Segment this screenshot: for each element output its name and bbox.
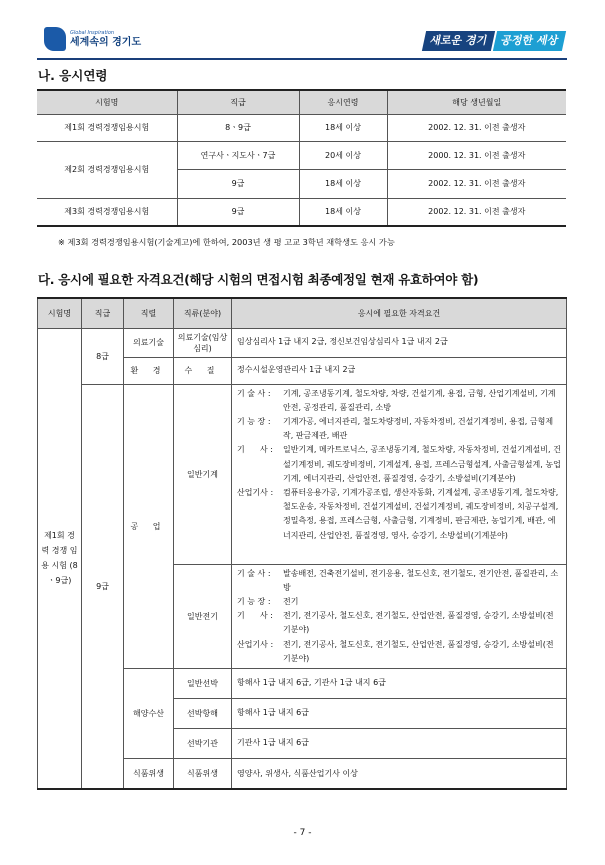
- header-divider: [37, 58, 567, 60]
- list-item: 기 사 : 일반기계, 메카트로닉스, 공조냉동기계, 철도차량, 자동차정비, 건설기계설비, 건설기계정비, 궤도장비정비, 기계설계, 용접, 프레스금형설계, 사출금형설계, 농업기계, 에너지관리, 산업안전, 품질경영, 승강기, 소방설비(기계분야): [237, 445, 561, 483]
- slogan-part-2: 공정한 세상: [493, 31, 566, 51]
- age-cell: 18세 이상: [299, 169, 387, 198]
- exam-cell: 제2회 경력경쟁임용시험: [37, 141, 177, 198]
- field-cell: 수 질: [174, 357, 232, 384]
- page-header: [0, 0, 605, 58]
- column-header: 직급: [82, 298, 124, 328]
- list-item: 산업기사 : 컴퓨터응용가공, 기계가공조립, 생산자동화, 기계설계, 공조냉동기계, 철도차량, 철도운송, 자동차정비, 건설기계설비, 건설기계정비, 궤도장비정비, 치공구설계, 정밀측정, 용접, 프레스금형, 사출금형, 기계정비, 판금제관, 농업기계, 배관, 에너지관리, 산업안전, 품질경영, 영사, 승강기, 소방설비(기계분야): [237, 487, 559, 540]
- age-cell: 18세 이상: [299, 114, 387, 141]
- slogan-banner: [424, 31, 564, 51]
- grade-cell: 8급: [82, 328, 124, 384]
- column-header: 직급: [177, 90, 299, 114]
- logo-tagline: Global Inspiration: [70, 29, 115, 36]
- field-cell: 일반기계: [174, 384, 232, 564]
- gyeonggi-logo-icon: [44, 27, 66, 51]
- field-cell: 의료기술(임상심리): [174, 328, 232, 357]
- slogan-part-1: 새로운 경기: [422, 31, 495, 51]
- requirement-cell: [232, 384, 567, 564]
- series-cell: 환 경: [124, 357, 174, 384]
- age-cell: 20세 이상: [299, 141, 387, 169]
- exam-cell: 제1회 경력경쟁임용시험: [37, 114, 177, 141]
- column-header: 응시에 필요한 자격요건: [232, 298, 567, 328]
- list-item: 기 능 장 : 기계가공, 에너지관리, 철도차량정비, 자동차정비, 건설기계정비, 용접, 금형제작, 판금제관, 배관: [237, 416, 554, 441]
- requirement-cell: 항해사 1급 내지 6급: [232, 698, 567, 728]
- series-cell: 의료기술: [124, 328, 174, 357]
- table-row: [37, 114, 566, 141]
- list-item: 산업기사 : 전기, 전기공사, 철도신호, 전기철도, 산업안전, 품질경영, 승강기, 소방설비(전기분야): [237, 639, 554, 663]
- field-cell: 선박항해: [174, 698, 232, 728]
- field-cell: 일반선박: [174, 668, 232, 698]
- birth-cell: 2002. 12. 31. 이전 출생자: [387, 114, 566, 141]
- requirement-cell: [232, 564, 567, 668]
- table-row: [38, 328, 567, 357]
- exam-cell: 제3회 경력경쟁임용시험: [37, 198, 177, 226]
- logo-title: 세계속의 경기도: [70, 36, 142, 48]
- table-row: [38, 384, 567, 564]
- requirement-cell: 임상심리사 1급 내지 2급, 정신보건임상심리사 1급 내지 2급: [232, 328, 567, 357]
- field-cell: 선박기관: [174, 728, 232, 758]
- grade-cell: 9급: [82, 384, 124, 789]
- birth-cell: 2002. 12. 31. 이전 출생자: [387, 198, 566, 226]
- table-row: [37, 141, 566, 169]
- requirement-cell: 영양사, 위생사, 식품산업기사 이상: [232, 758, 567, 789]
- series-cell: 해양수산: [124, 668, 174, 758]
- grade-cell: 8ㆍ9급: [177, 114, 299, 141]
- column-header: 시험명: [37, 90, 177, 114]
- grade-cell: 연구사ㆍ지도사ㆍ7급: [177, 141, 299, 169]
- field-cell: 일반전기: [174, 564, 232, 668]
- table-row: [37, 198, 566, 226]
- series-cell: 공 업: [124, 384, 174, 668]
- column-header: 응시연령: [299, 90, 387, 114]
- birth-cell: 2002. 12. 31. 이전 출생자: [387, 169, 566, 198]
- list-item: 기 능 장 : 전기: [237, 596, 299, 606]
- list-item: 기 술 사 : 기계, 공조냉동기계, 철도차량, 차량, 건설기계, 용접, 금형, 산업기계설비, 기계안전, 공정관리, 품질관리, 소방: [237, 388, 556, 412]
- age-note: ※ 제3회 경력경쟁임용시험(기술계고)에 한하여, 2003년 생 평 고교 3학년 재학생도 응시 가능: [58, 237, 395, 247]
- series-cell: 식품위생: [124, 758, 174, 789]
- requirement-cell: 기관사 1급 내지 6급: [232, 728, 567, 758]
- age-table: [37, 89, 566, 227]
- column-header: 해당 생년월일: [387, 90, 566, 114]
- gyeonggi-logo: [44, 27, 141, 51]
- column-header: 시험명: [38, 298, 82, 328]
- field-cell: 식품위생: [174, 758, 232, 789]
- section-heading-age: 나. 응시연령: [38, 68, 108, 83]
- qualification-table: [37, 297, 567, 790]
- list-item: 기 술 사 : 발송배전, 건축전기설비, 전기응용, 철도신호, 전기철도, 전기안전, 품질관리, 소방: [237, 568, 559, 592]
- grade-cell: 9급: [177, 169, 299, 198]
- requirement-cell: 항해사 1급 내지 6급, 기관사 1급 내지 6급: [232, 668, 567, 698]
- list-item: 기 사 : 전기, 전기공사, 철도신호, 전기철도, 산업안전, 품질경영, 승강기, 소방설비(전기분야): [237, 611, 554, 635]
- grade-cell: 9급: [177, 198, 299, 226]
- section-heading-qualifications: 다. 응시에 필요한 자격요건(해당 시험의 면접시험 최종예정일 현재 유효하여야 함): [38, 272, 479, 287]
- page-number: - 7 -: [293, 828, 312, 838]
- column-header: 직렬: [124, 298, 174, 328]
- column-header: 직류(분야): [174, 298, 232, 328]
- requirement-cell: 정수시설운영관리사 1급 내지 2급: [232, 357, 567, 384]
- birth-cell: 2000. 12. 31. 이전 출생자: [387, 141, 566, 169]
- exam-cell: 제1회 경력 경쟁 임용 시험 (8ㆍ9급): [38, 328, 82, 789]
- age-cell: 18세 이상: [299, 198, 387, 226]
